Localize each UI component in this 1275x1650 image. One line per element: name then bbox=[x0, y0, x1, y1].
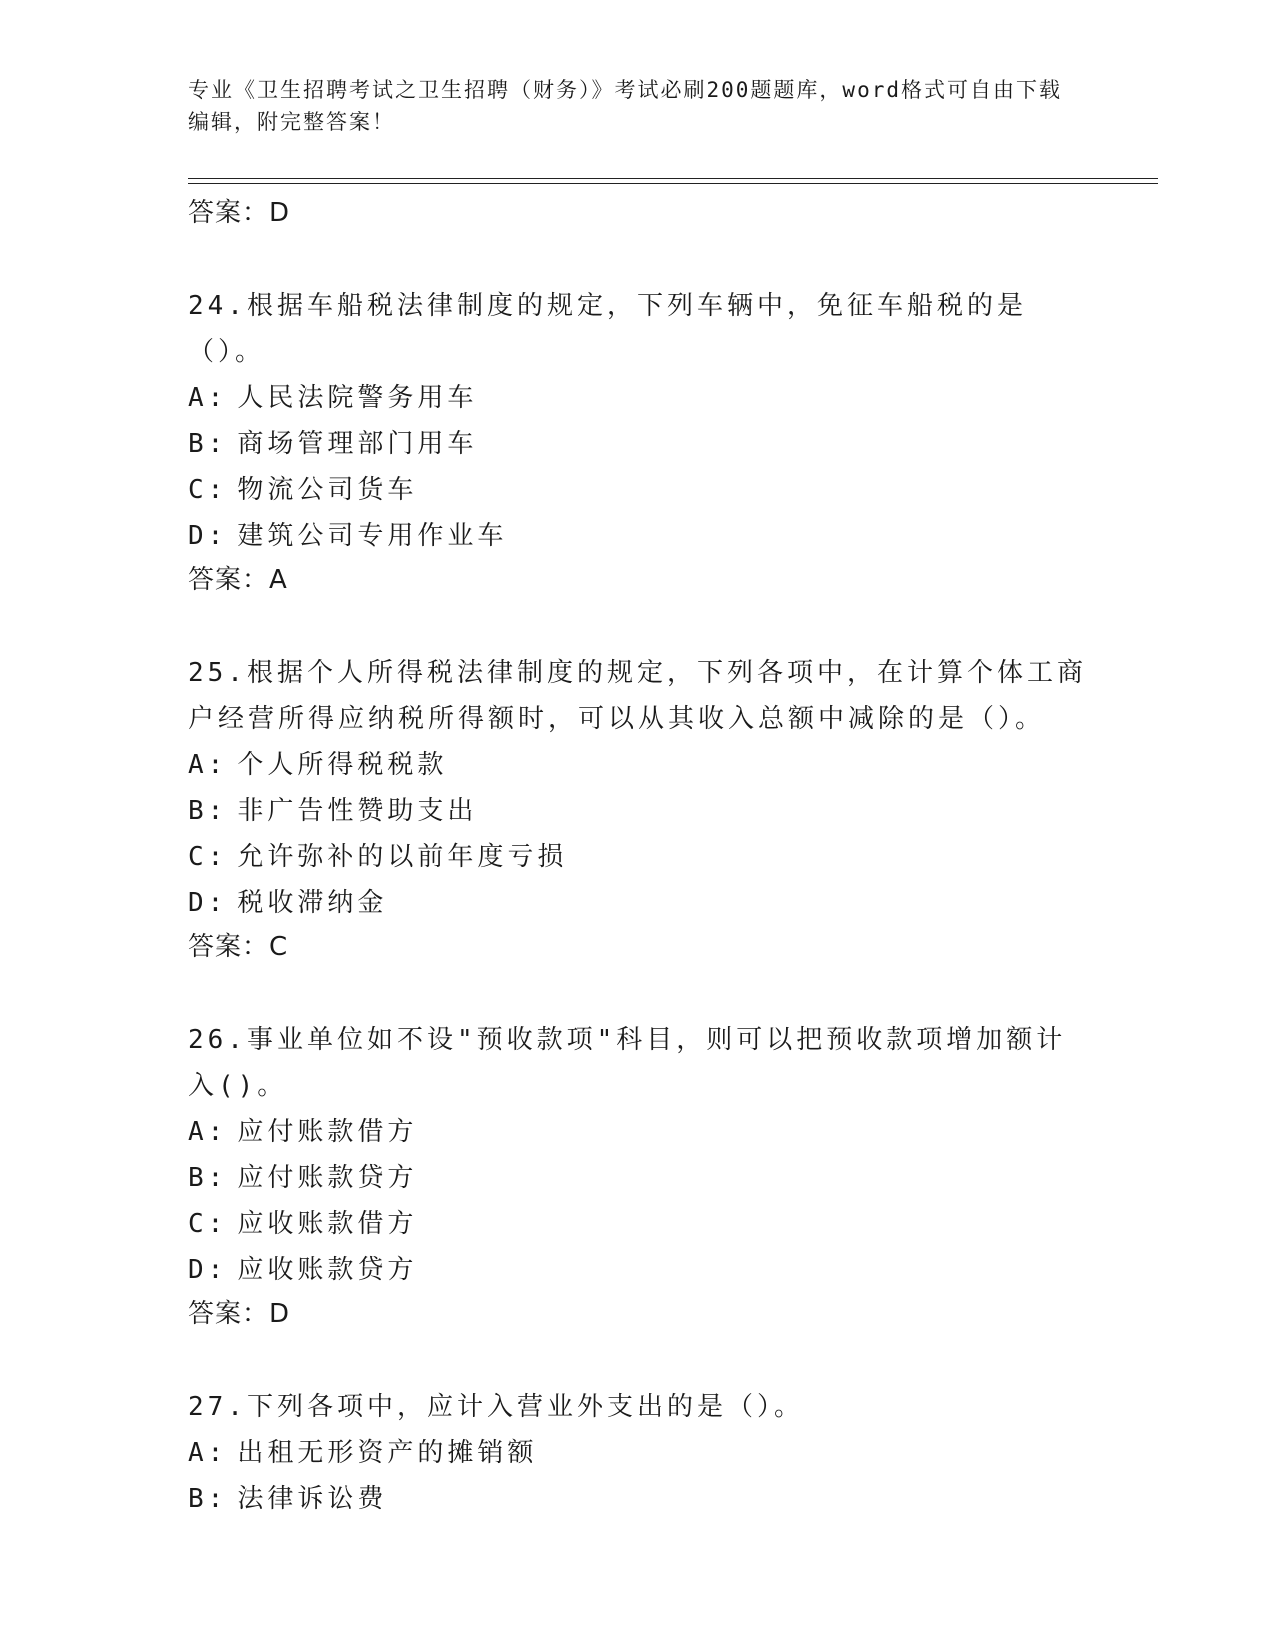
option-key: C: bbox=[188, 842, 228, 872]
option-key: A: bbox=[188, 1438, 228, 1468]
question-26 bbox=[188, 1017, 1088, 1335]
question-25 bbox=[188, 650, 1088, 968]
option-text: 人民法院警务用车 bbox=[237, 383, 478, 413]
option-key: B: bbox=[188, 1484, 228, 1514]
option-key: B: bbox=[188, 796, 228, 826]
option-key: C: bbox=[188, 1209, 228, 1239]
document-body bbox=[188, 192, 1088, 1522]
option-b bbox=[188, 421, 1088, 467]
header-divider bbox=[188, 178, 1158, 179]
question-stem: 27.下列各项中，应计入营业外支出的是（）。 bbox=[188, 1392, 804, 1422]
option-key: C: bbox=[188, 475, 228, 505]
option-text: 允许弥补的以前年度亏损 bbox=[237, 842, 568, 872]
answer-line: 答案：D bbox=[188, 198, 291, 228]
option-b bbox=[188, 1155, 1088, 1201]
option-d bbox=[188, 880, 1088, 926]
answer-line: 答案：A bbox=[188, 565, 288, 595]
option-text: 物流公司货车 bbox=[237, 475, 418, 505]
option-a bbox=[188, 1430, 1088, 1476]
question-stem: 25.根据个人所得税法律制度的规定，下列各项中，在计算个体工商户经营所得应纳税所得额时，可以从其收入总额中减除的是（）。 bbox=[188, 658, 1087, 734]
question-stem: 26.事业单位如不设"预收款项"科目，则可以把预收款项增加额计入()。 bbox=[188, 1025, 1067, 1101]
question-27 bbox=[188, 1384, 1088, 1522]
option-text: 税收滞纳金 bbox=[237, 888, 388, 918]
option-d bbox=[188, 1247, 1088, 1293]
option-key: B: bbox=[188, 1163, 228, 1193]
option-key: A: bbox=[188, 383, 228, 413]
option-text: 应收账款贷方 bbox=[237, 1255, 418, 1285]
document-header: 专业《卫生招聘考试之卫生招聘（财务）》考试必刷200题题库，word格式可自由下载编辑，附完整答案！ bbox=[188, 78, 1062, 134]
option-key: A: bbox=[188, 750, 228, 780]
option-text: 出租无形资产的摊销额 bbox=[237, 1438, 538, 1468]
option-text: 个人所得税税款 bbox=[237, 750, 448, 780]
option-text: 非广告性赞助支出 bbox=[237, 796, 478, 826]
answer-line: 答案：D bbox=[188, 1299, 291, 1329]
option-key: D: bbox=[188, 1255, 228, 1285]
option-key: A: bbox=[188, 1117, 228, 1147]
option-b bbox=[188, 788, 1088, 834]
option-c bbox=[188, 1201, 1088, 1247]
option-text: 建筑公司专用作业车 bbox=[237, 521, 508, 551]
answer-line: 答案：C bbox=[188, 932, 289, 962]
option-a bbox=[188, 1109, 1088, 1155]
option-text: 商场管理部门用车 bbox=[237, 429, 478, 459]
option-b bbox=[188, 1476, 1088, 1522]
option-key: B: bbox=[188, 429, 228, 459]
option-a bbox=[188, 375, 1088, 421]
option-a bbox=[188, 742, 1088, 788]
option-key: D: bbox=[188, 888, 228, 918]
option-text: 应付账款贷方 bbox=[237, 1163, 418, 1193]
option-text: 法律诉讼费 bbox=[237, 1484, 388, 1514]
option-text: 应收账款借方 bbox=[237, 1209, 418, 1239]
option-c bbox=[188, 467, 1088, 513]
question-stem: 24.根据车船税法律制度的规定，下列车辆中，免征车船税的是（）。 bbox=[188, 291, 1027, 367]
option-c bbox=[188, 834, 1088, 880]
option-text: 应付账款借方 bbox=[237, 1117, 418, 1147]
question-24 bbox=[188, 283, 1088, 601]
option-key: D: bbox=[188, 521, 228, 551]
header-divider-double bbox=[188, 183, 1158, 184]
option-d bbox=[188, 513, 1088, 559]
